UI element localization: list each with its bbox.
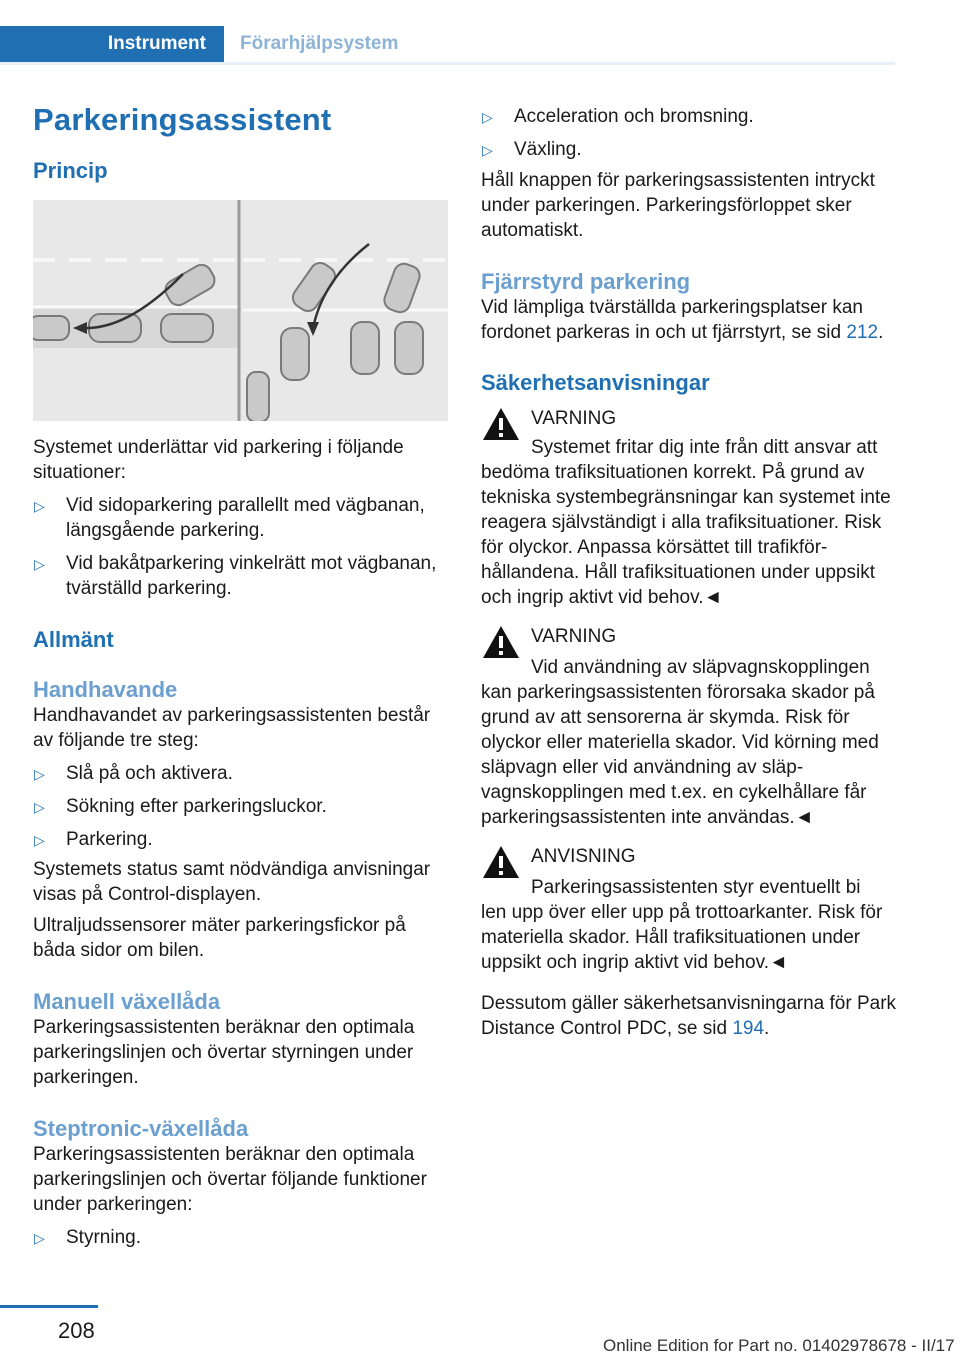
list-item: ▷ Växling. [481, 137, 899, 162]
warning-triangle-icon [481, 624, 521, 660]
warning-block [481, 406, 899, 610]
edition-text: Online Edition for Part no. 01402978678 - II/17 [603, 1336, 955, 1355]
hold-text: Håll knappen för parkeringsassistenten intryckt under parkeringen. Parkeringsförloppet sker automatiskt. [481, 170, 875, 241]
warning-first-line: Vid användning av släpvagnskopplingen [531, 657, 870, 678]
bullet-triangle-icon: ▷ [482, 109, 493, 125]
bullet-triangle-icon: ▷ [34, 766, 45, 782]
footer-rule [0, 1305, 98, 1308]
steps-list [33, 761, 449, 852]
warning-block [481, 624, 899, 830]
left-column [33, 102, 449, 1250]
tab-instrument[interactable]: Instrument [0, 26, 224, 62]
list-item: ▷ Vid sidoparkering parallellt med vägbanan, längsgående parkering. [34, 495, 425, 541]
operation-text: Handhavandet av parkeringsassistenten består av följande tre steg: [33, 705, 431, 751]
bullet-triangle-icon: ▷ [34, 799, 45, 815]
section-remote: Fjärrstyrd parkering [481, 269, 691, 294]
steptronic-list-cont [481, 104, 899, 162]
situation-list [33, 493, 449, 601]
list-item: ▷ Slå på och aktivera. [33, 761, 449, 786]
page-link-194[interactable]: 194 [732, 1018, 765, 1039]
section-operation: Handhavande [33, 677, 178, 702]
steptronic-text: Parkeringsassistenten beräknar den optimala parkeringslinjen och övertar följande funktioner under parkeringen: [33, 1144, 427, 1215]
section-general: Allmänt [33, 627, 114, 652]
tab-forarhjalpsystem[interactable]: Förarhjälpsystem [240, 33, 399, 54]
page-link-212[interactable]: 212 [846, 322, 879, 343]
manual-text: Parkeringsassistenten beräknar den optimala parkeringslinjen och övertar styrningen under parkeringen. [33, 1017, 415, 1088]
sensor-text: Ultraljudssensorer mäter parkeringsfickor på båda sidor om bilen. [33, 915, 406, 961]
section-steptronic: Steptronic-växellåda [33, 1116, 249, 1141]
bullet-triangle-icon: ▷ [482, 142, 493, 158]
list-item: ▷ Styrning. [33, 1225, 449, 1250]
steptronic-list [33, 1225, 449, 1250]
bullet-triangle-icon: ▷ [34, 556, 45, 572]
bullet-triangle-icon: ▷ [34, 832, 45, 848]
notice-text: len upp över eller upp på trottoarkanter. Risk för materiella skador. Håll trafiksituationen under uppsikt och ingrip aktivt vid behov.◄ [481, 902, 883, 973]
page-title: Parkeringsassistent [33, 102, 332, 137]
remote-text: Vid lämpliga tvärställda parkeringsplatser kan fordonet parkeras in och ut fjärrstyrt, se sid 212. [481, 297, 884, 343]
status-text: Systemets status samt nödvändiga anvisningar visas på Control-displayen. [33, 859, 431, 905]
list-item: ▷ Vid bakåtparkering vinkelrätt mot vägbanan, tvärställd parkering. [34, 553, 437, 599]
intro-text: Systemet underlättar vid parkering i följande situationer: [33, 437, 404, 483]
warning-text: bedöma trafiksituationen korrekt. På grund av tekniska systembegränsningar kan systemet inte reagera självständigt i alla trafiksituationer. Risk för olyckor. Anpassa körsättet till trafikförhållandena. Håll trafiksituationen under uppsikt och ingrip aktivt vid behov.◄ [481, 462, 891, 608]
right-column [481, 104, 899, 1041]
list-item: ▷ Parkering. [33, 827, 449, 852]
list-item: ▷ Sökning efter parkeringsluckor. [33, 794, 449, 819]
warning-label: VARNING [531, 408, 617, 429]
notice-label: ANVISNING [531, 846, 636, 867]
bullet-triangle-icon: ▷ [34, 498, 45, 514]
notice-block [481, 844, 899, 975]
pdc-text: Dessutom gäller säkerhetsanvisningarna för Park Distance Control PDC, se sid 194. [481, 993, 897, 1039]
section-principle: Princip [33, 158, 108, 183]
warning-first-line: Systemet fritar dig inte från ditt ansvar att [531, 437, 878, 458]
warning-triangle-icon [481, 844, 521, 880]
warning-label: VARNING [531, 626, 617, 647]
parking-illustration [33, 200, 448, 421]
section-safety: Säkerhetsanvisningar [481, 370, 710, 395]
list-item: ▷ Acceleration och bromsning. [481, 104, 899, 129]
page-number: 208 [58, 1318, 95, 1343]
bullet-triangle-icon: ▷ [34, 1230, 45, 1246]
notice-first-line: Parkeringsassistenten styr eventuellt bi [531, 877, 861, 898]
section-manual: Manuell växellåda [33, 989, 221, 1014]
warning-text: kan parkeringsassistenten förorsaka skador på grund av att sensorerna är skymda. Risk för olyckor eller materiella skador. Vid körning med släpvagn eller vid användning av släpvagnskopplingen med t.ex. en cykelhållare får parkeringsassistenten inte användas.◄ [481, 682, 879, 828]
warning-triangle-icon [481, 406, 521, 442]
